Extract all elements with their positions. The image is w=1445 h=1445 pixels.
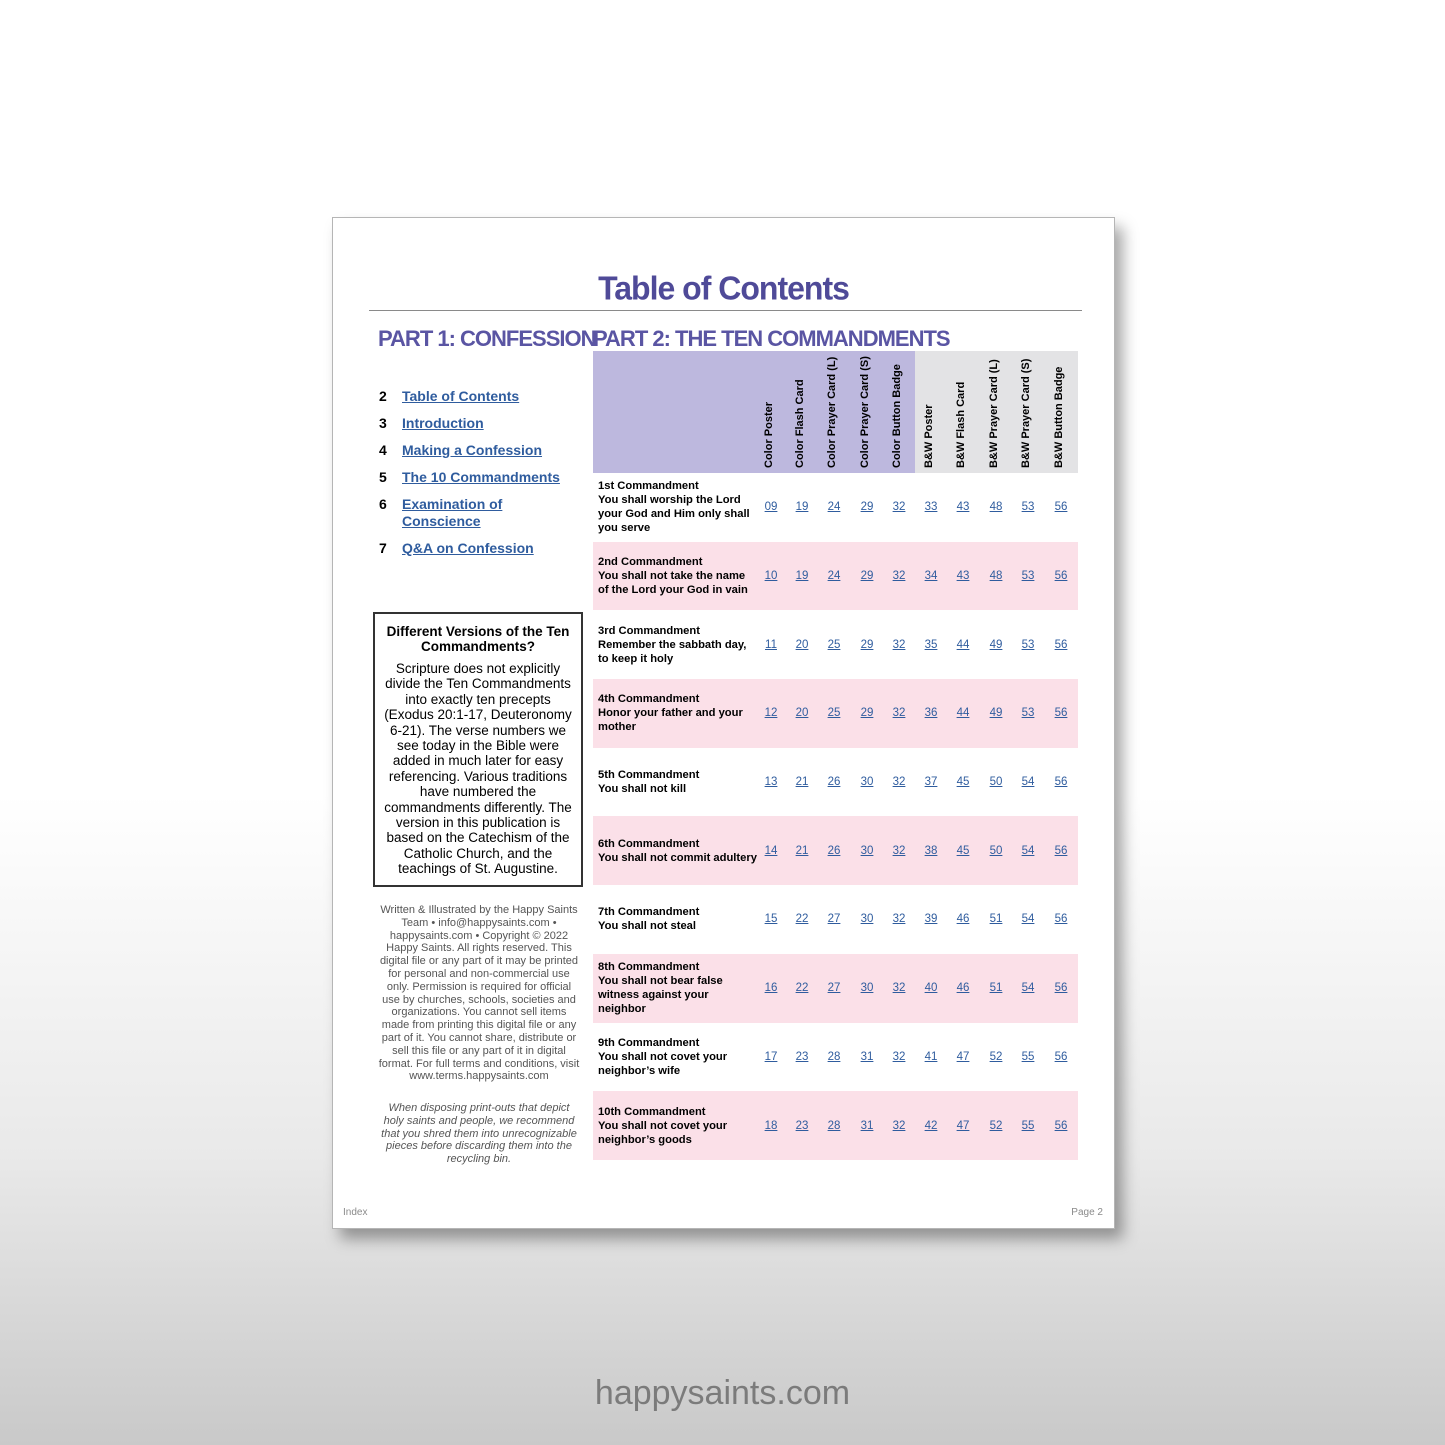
page-link[interactable]: 23 [795,1119,809,1132]
page-link[interactable]: 28 [827,1119,841,1132]
commandment-text: You shall worship the Lord your God and Him only shall you serve [598,494,750,535]
commandment-number: 6th Commandment [598,837,700,850]
column-header-label: B&W Button Badge [1053,366,1065,468]
toc-item[interactable] [379,415,579,432]
commandment-text: You shall not commit adultery [598,851,757,864]
page-link[interactable]: 53 [1021,638,1035,651]
page-link[interactable]: 25 [827,638,841,651]
commandment-label [598,473,758,542]
page-link[interactable]: 56 [1054,776,1068,789]
page-link[interactable]: 28 [827,1050,841,1063]
page-link[interactable]: 55 [1021,1119,1035,1132]
site-watermark: happysaints.com [594,1374,851,1412]
page-link[interactable]: 45 [956,776,970,789]
commandment-number: 3rd Commandment [598,624,700,637]
page-link[interactable]: 50 [989,776,1003,789]
page-link[interactable]: 53 [1021,570,1035,583]
part1-heading: PART 1: CONFESSION [378,326,596,351]
page-link[interactable]: 44 [956,707,970,720]
toc-page-number: 7 [379,540,387,556]
page-link[interactable]: 40 [924,982,938,995]
page-link[interactable]: 15 [764,913,778,926]
column-header-label: Color Prayer Card (S) [859,356,871,468]
page-link[interactable]: 56 [1054,1050,1068,1063]
page-link[interactable]: 54 [1021,844,1035,857]
page-link[interactable]: 30 [860,776,874,789]
page-link[interactable]: 33 [924,501,938,514]
column-header-label: B&W Flash Card [955,381,967,468]
page-link[interactable]: 56 [1054,707,1068,720]
table-body [593,473,1078,1160]
commandment-text: You shall not take the name of the Lord your God in vain [598,570,748,597]
column-header-label: Color Button Badge [891,364,903,468]
page-link[interactable]: 32 [892,844,906,857]
page-link[interactable]: 13 [764,776,778,789]
page-link[interactable]: 48 [989,501,1003,514]
toc-item[interactable] [379,540,579,557]
page-link[interactable]: 18 [764,1119,778,1132]
page-link[interactable]: 17 [764,1050,778,1063]
versions-info-box [373,612,583,887]
page-link[interactable]: 56 [1054,844,1068,857]
page-link[interactable]: 56 [1054,570,1068,583]
info-box-title: Different Versions of the Ten Commandments? [386,624,570,654]
title-divider [369,310,1082,311]
page-link[interactable]: 53 [1021,707,1035,720]
commandment-number: 10th Commandment [598,1105,706,1118]
page-link[interactable]: 32 [892,982,906,995]
page-link[interactable]: 36 [924,707,938,720]
footer-page-number: Page 2 [1071,1207,1103,1218]
page-link[interactable]: 46 [956,982,970,995]
page-link[interactable]: 32 [892,570,906,583]
commandment-label [598,1091,758,1160]
column-header-label: Color Poster [763,401,775,468]
page-link[interactable]: 32 [892,776,906,789]
page-link[interactable]: 49 [989,707,1003,720]
page-link[interactable]: 38 [924,844,938,857]
page-link[interactable]: 25 [827,707,841,720]
page-link[interactable]: 30 [860,913,874,926]
part1-toc-list [379,388,579,567]
page-link[interactable]: 42 [924,1119,938,1132]
commandment-number: 8th Commandment [598,961,700,974]
page-link[interactable]: 12 [764,707,778,720]
page-link[interactable]: 39 [924,913,938,926]
page-link[interactable]: 29 [860,501,874,514]
page-link[interactable]: 51 [989,982,1003,995]
toc-page-number: 6 [379,496,387,512]
toc-link[interactable]: Table of Contents [402,388,520,404]
table-row [593,679,1078,748]
table-row [593,1091,1078,1160]
page-link[interactable]: 20 [795,638,809,651]
column-header [923,356,939,468]
page-link[interactable]: 54 [1021,913,1035,926]
disposal-note: When disposing print-outs that depict holy saints and people, we recommend that you shred them into unrecognizable pieces before discarding them into the recycling bin. [381,1102,577,1166]
column-header [891,356,907,468]
page-link[interactable]: 47 [956,1050,970,1063]
column-header [763,356,779,468]
column-header [859,356,875,468]
page-link[interactable]: 19 [795,501,809,514]
page-link[interactable]: 41 [924,1050,938,1063]
table-row [593,542,1078,611]
toc-item[interactable] [379,469,579,486]
page-link[interactable]: 43 [956,501,970,514]
toc-link[interactable]: The 10 Commandments [402,469,560,485]
page-link[interactable]: 56 [1054,501,1068,514]
column-header [826,356,842,468]
commandment-text: Remember the sabbath day, to keep it holy [598,638,747,665]
page-link[interactable]: 11 [765,638,777,651]
commandment-text: You shall not bear false witness against your neighbor [598,975,723,1016]
commandment-label [598,816,758,885]
page-link[interactable]: 21 [795,844,809,857]
page-link[interactable]: 56 [1054,1119,1068,1132]
column-header [1053,356,1069,468]
table-row [593,1023,1078,1092]
page-link[interactable]: 27 [827,982,841,995]
column-header-label: B&W Prayer Card (L) [988,359,1000,468]
page-link[interactable]: 20 [795,707,809,720]
column-header [955,356,971,468]
page-link[interactable]: 56 [1054,638,1068,651]
table-header [593,351,1078,473]
toc-link[interactable]: Making a Confession [402,442,543,458]
part2-heading: PART 2: THE TEN COMMANDMENTS [593,326,950,351]
page-link[interactable]: 32 [892,638,906,651]
toc-page-number: 5 [379,469,387,485]
page-link[interactable]: 14 [764,844,778,857]
toc-link[interactable]: Q&A on Confession [402,540,534,556]
table-row [593,610,1078,679]
commandment-text: You shall not covet your neighbor’s wife [598,1050,728,1077]
page-link[interactable]: 56 [1054,982,1068,995]
page-link[interactable]: 34 [924,570,938,583]
credits-text: Written & Illustrated by the Happy Saints Team • info@happysaints.com • happysaints.com • Copyright © 2022 Happy Saints. All rights reserved. This digital file or any part of it may be printed for personal and non-commercial use only. Permission is required for official use by churches, schools, societies and organizations. You cannot sell items made from printing this digital file or any part of it. You cannot share, distribute or sell this file or any part of it in digital format. For full terms and conditions, visit www.terms.happysaints.com [378,904,580,1083]
page-link[interactable]: 54 [1021,982,1035,995]
toc-page-number: 2 [379,388,387,404]
toc-page-number: 3 [379,415,387,431]
page-link[interactable]: 35 [924,638,938,651]
info-box-body: Scripture does not explicitly divide the Ten Commandments into exactly ten precepts (Exodus 20:1-17, Deuteronomy 6-21). The verse numbers we see today in the Bible were added in much later for easy referencing. Various traditions have numbered the commandments differently. The version in this publication is based on the Catechism of the Catholic Church, and the teachings of St. Augustine. [384,661,572,877]
commandment-label [598,542,758,611]
commandment-number: 5th Commandment [598,769,700,782]
table-row [593,473,1078,542]
page-link[interactable]: 55 [1021,1050,1035,1063]
commandment-label [598,610,758,679]
page-link[interactable]: 16 [764,982,778,995]
page-link[interactable]: 51 [989,913,1003,926]
commandment-text: You shall not covet your neighbor’s goods [598,1119,728,1146]
page-link[interactable]: 54 [1021,776,1035,789]
page-link[interactable]: 32 [892,1050,906,1063]
page-link[interactable]: 52 [989,1119,1003,1132]
page-link[interactable]: 29 [860,707,874,720]
table-row [593,885,1078,954]
toc-page-number: 4 [379,442,387,458]
page-link[interactable]: 46 [956,913,970,926]
page-link[interactable]: 37 [924,776,938,789]
page-link[interactable]: 10 [764,570,778,583]
column-header-label: B&W Poster [923,404,935,468]
commandment-text: You shall not kill [598,783,687,796]
commandment-label [598,885,758,954]
page-link[interactable]: 47 [956,1119,970,1132]
page-link[interactable]: 30 [860,982,874,995]
page-link[interactable]: 52 [989,1050,1003,1063]
page-link[interactable]: 26 [827,844,841,857]
page-link[interactable]: 27 [827,913,841,926]
column-header [1020,356,1036,468]
commandment-number: 1st Commandment [598,480,699,493]
toc-item[interactable] [379,388,579,405]
commandment-text: Honor your father and your mother [598,707,743,734]
page-link[interactable]: 22 [795,982,809,995]
page-link[interactable]: 56 [1054,913,1068,926]
page-link[interactable]: 23 [795,1050,809,1063]
page-link[interactable]: 44 [956,638,970,651]
commandment-number: 4th Commandment [598,693,700,706]
page-link[interactable]: 50 [989,844,1003,857]
page-link[interactable]: 29 [860,638,874,651]
table-row [593,748,1078,817]
page-link[interactable]: 21 [795,776,809,789]
commandment-label [598,954,758,1023]
page-link[interactable]: 48 [989,570,1003,583]
page-link[interactable]: 31 [860,1050,874,1063]
page-link[interactable]: 30 [860,844,874,857]
column-header [988,356,1004,468]
toc-link[interactable]: Introduction [402,415,484,431]
page-link[interactable]: 45 [956,844,970,857]
page-link[interactable]: 32 [892,707,906,720]
commandment-label [598,748,758,817]
page-link[interactable]: 32 [892,913,906,926]
commandment-number: 9th Commandment [598,1036,700,1049]
commandments-table [593,351,1078,1160]
commandment-number: 2nd Commandment [598,556,703,569]
commandment-number: 7th Commandment [598,906,700,919]
commandment-label [598,1023,758,1092]
page-link[interactable]: 31 [860,1119,874,1132]
footer-section-label: Index [343,1207,368,1218]
page-link[interactable]: 26 [827,776,841,789]
commandment-text: You shall not steal [598,920,697,933]
page-link[interactable]: 19 [795,570,809,583]
page-link[interactable]: 32 [892,1119,906,1132]
page-link[interactable]: 09 [764,501,778,514]
page-link[interactable]: 22 [795,913,809,926]
document-page [332,217,1115,1229]
toc-item[interactable] [379,496,579,530]
column-header-label: B&W Prayer Card (S) [1020,358,1032,468]
page-link[interactable]: 24 [827,570,841,583]
page-link[interactable]: 53 [1021,501,1035,514]
table-row [593,954,1078,1023]
page-link[interactable]: 32 [892,501,906,514]
toc-item[interactable] [379,442,579,459]
column-header [794,356,810,468]
page-link[interactable]: 29 [860,570,874,583]
commandment-label [598,679,758,748]
page-link[interactable]: 24 [827,501,841,514]
page-link[interactable]: 49 [989,638,1003,651]
table-row [593,816,1078,885]
column-header-label: Color Flash Card [794,379,806,468]
page-title: Table of Contents [598,269,849,307]
page-link[interactable]: 43 [956,570,970,583]
column-header-label: Color Prayer Card (L) [826,356,838,468]
toc-link[interactable]: Examination of Conscience [402,496,503,529]
